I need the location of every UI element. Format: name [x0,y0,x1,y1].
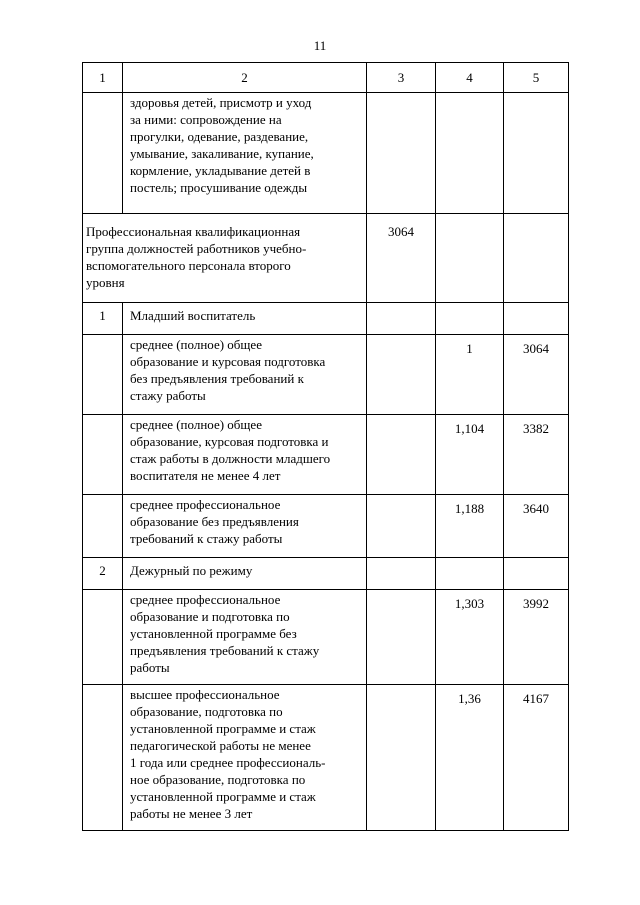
requirement-text: среднее профессиональное образование без предъявления требований к стажу работы [130,497,299,546]
table-row [83,590,569,685]
coefficient: 1,188 [436,495,504,558]
header-col-5: 5 [504,63,569,93]
salary: 3064 [504,335,569,415]
salary: 3992 [504,590,569,685]
salary: 4167 [504,685,569,831]
salary-table [82,62,569,831]
table-row [83,685,569,831]
requirement-text: среднее профессиональное образование и подготовка по установленной программе без предъявления требований к стажу работы [130,592,320,675]
group-row [83,214,569,303]
continuation-text: здоровья детей, присмотр и уход за ними: сопровождение на прогулки, одевание, раздевание, умывание, закаливание, купание, кормление, укладывание детей в постель; просушивание одежды [130,95,314,195]
coefficient: 1,104 [436,415,504,495]
requirement-text: среднее (полное) общее образование и курсовая подготовка без предъявления требований к стажу работы [130,337,326,403]
coefficient: 1,36 [436,685,504,831]
table-row [83,335,569,415]
position-title: Дежурный по режиму [123,558,367,590]
table-row [83,495,569,558]
table-row [83,93,569,214]
group-base-salary: 3064 [367,214,436,303]
coefficient: 1 [436,335,504,415]
group-name: Профессиональная квалификационная группа должностей работников учебно- вспомогательного персонала второго уровня [86,224,307,290]
coefficient: 1,303 [436,590,504,685]
requirement-text: высшее профессиональное образование, подготовка по установленной программе и стаж педагогической работы не менее 1 года или среднее профессиональ- ное образование, подготовка по установленной программе и стаж работы не менее 3 лет [130,687,326,821]
header-col-2: 2 [123,63,367,93]
header-col-1: 1 [83,63,123,93]
page-number: 11 [313,38,327,53]
position-number: 1 [83,303,123,335]
position-title: Младший воспитатель [123,303,367,335]
table-header-row [83,63,569,93]
requirement-text: среднее (полное) общее образование, курсовая подготовка и стаж работы в должности младшего воспитателя не менее 4 лет [130,417,331,483]
salary: 3382 [504,415,569,495]
table-row [83,415,569,495]
position-row [83,558,569,590]
header-col-4: 4 [436,63,504,93]
header-col-3: 3 [367,63,436,93]
position-row [83,303,569,335]
salary: 3640 [504,495,569,558]
position-number: 2 [83,558,123,590]
